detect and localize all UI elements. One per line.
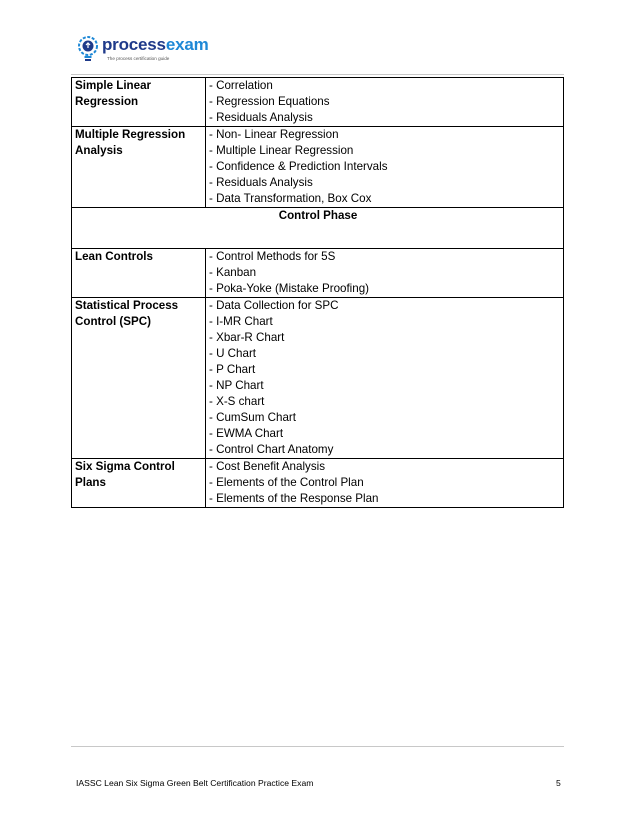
logo-wordmark-part1: process (102, 35, 166, 54)
topic-cell: Simple Linear Regression (72, 78, 206, 127)
table-row (72, 78, 564, 127)
logo-wordmark-part2: exam (165, 35, 209, 54)
table-row (72, 298, 564, 459)
items-cell (206, 78, 564, 127)
list-item: - Confidence & Prediction Intervals (209, 160, 388, 173)
list-item: - Elements of the Response Plan (209, 492, 379, 505)
list-item: - Multiple Linear Regression (209, 144, 354, 157)
phase-heading-row (72, 208, 564, 249)
table-row (72, 249, 564, 298)
list-item: - Kanban (209, 266, 257, 279)
syllabus-table (71, 77, 564, 508)
list-item: - Residuals Analysis (209, 111, 313, 124)
logo-wordmark (102, 36, 209, 54)
list-item: - I-MR Chart (209, 315, 273, 328)
items-cell (206, 459, 564, 508)
list-item: - Non- Linear Regression (209, 128, 339, 141)
list-item: - P Chart (209, 363, 256, 376)
list-item: - CumSum Chart (209, 411, 296, 424)
list-item: - Residuals Analysis (209, 176, 313, 189)
topic-cell: Multiple Regression Analysis (72, 127, 206, 208)
list-item: - Elements of the Control Plan (209, 476, 364, 489)
list-item: - U Chart (209, 347, 257, 360)
phase-heading: Control Phase (72, 208, 564, 249)
table-row (72, 459, 564, 508)
list-item: - Control Methods for 5S (209, 250, 336, 263)
page-number: 5 (556, 778, 561, 788)
list-item: - Control Chart Anatomy (209, 443, 334, 456)
list-item: - Cost Benefit Analysis (209, 460, 325, 473)
table-row (72, 127, 564, 208)
list-item: - Poka-Yoke (Mistake Proofing) (209, 282, 370, 295)
items-cell (206, 298, 564, 459)
list-item: - Data Collection for SPC (209, 299, 339, 312)
topic-cell: Lean Controls (72, 249, 206, 298)
list-item: - Regression Equations (209, 95, 330, 108)
logo-tagline: The process certification guide (107, 56, 170, 61)
list-item: - Data Transformation, Box Cox (209, 192, 372, 205)
list-item: - NP Chart (209, 379, 264, 392)
lightbulb-icon (75, 34, 101, 64)
list-item: - Xbar-R Chart (209, 331, 285, 344)
header-divider (71, 74, 564, 75)
footer-title: IASSC Lean Six Sigma Green Belt Certification Practice Exam (76, 778, 314, 788)
items-cell (206, 127, 564, 208)
list-item: - X-S chart (209, 395, 265, 408)
list-item: - EWMA Chart (209, 427, 284, 440)
topic-cell: Statistical Process Control (SPC) (72, 298, 206, 459)
processexam-logo (75, 34, 209, 68)
footer-divider (71, 746, 564, 747)
list-item: - Correlation (209, 79, 273, 92)
topic-cell: Six Sigma Control Plans (72, 459, 206, 508)
items-cell (206, 249, 564, 298)
